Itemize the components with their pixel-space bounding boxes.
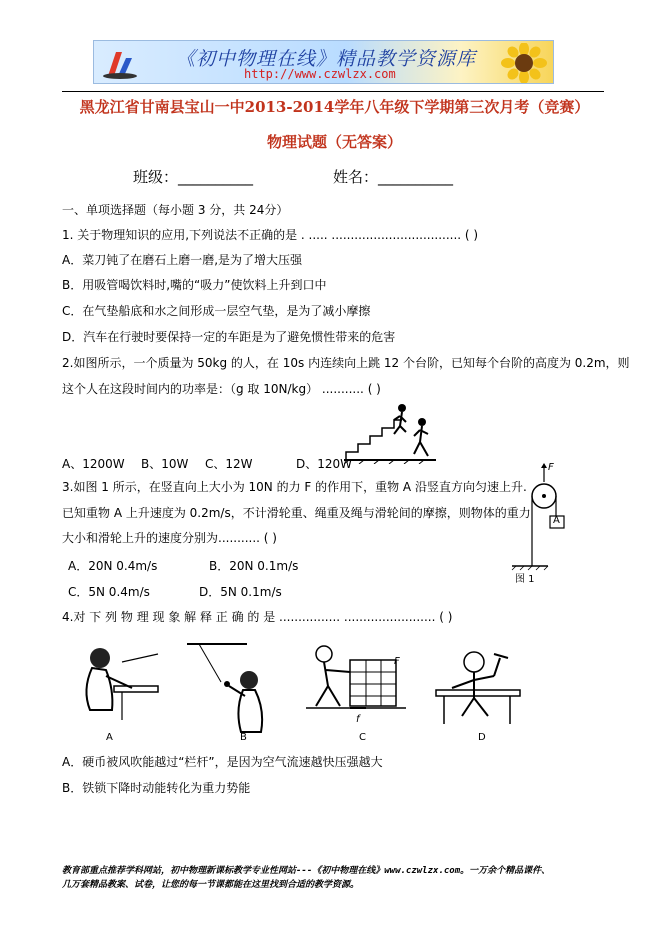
q3-stem-line1: 3.如图 1 所示，在竖直向上大小为 10N 的力 F 的作用下，重物 A 沿竖直方向匀速上升. — [62, 480, 527, 494]
q3-stem-line3: 大小和滑轮上升的速度分别为........... ( ) — [62, 531, 277, 545]
footer-line-2: 几万套精品教案、试卷，让您的每一节课都能在这里找到合适的教学资源。 — [62, 880, 360, 890]
q1-option-a: A．菜刀钝了在磨石上磨一磨,是为了增大压强 — [62, 253, 303, 267]
q4-pic-label-b: B — [240, 732, 247, 743]
q1-option-d: D．汽车在行驶时要保持一定的车距是为了避免惯性带来的危害 — [62, 330, 396, 344]
header-banner — [93, 40, 554, 84]
q3-figure-caption: 图 1 — [515, 574, 535, 585]
q2-option-d: D、120W — [296, 457, 353, 471]
site-logo-icon — [100, 46, 140, 80]
q4-pic-label-d: D — [478, 732, 486, 743]
q1-option-b: B．用吸管喝饮料时,嘴的“吸力”使饮料上升到口中 — [62, 278, 327, 292]
coin-blow-illustration-icon — [62, 640, 162, 736]
footer-line-1: 教育部重点推荐学科网站，初中物理新课标教学专业性网站---《初中物理在线》www.czwlzx.com。一万余个精品课件、 — [62, 866, 551, 876]
sunflower-icon — [501, 43, 547, 83]
q2-option-c: C、12W — [205, 457, 253, 471]
name-field: 姓名：__________ — [333, 168, 454, 186]
q2-stem-line1: 2.如图所示，一个质量为 50kg 的人，在 10s 内连续向上跳 12 个台阶，已知每个台阶的高度为 0.2m，则 — [62, 356, 630, 370]
q4-pic-label-a: A — [106, 732, 113, 743]
swinging-lock-illustration-icon — [187, 640, 287, 736]
header-rule — [62, 91, 604, 92]
stairs-figure-icon — [344, 402, 436, 464]
q1-option-c: C．在气垫船底和水之间形成一层空气垫，是为了减小摩擦 — [62, 304, 371, 318]
pulley-figure-icon — [508, 462, 576, 586]
page-footer — [62, 864, 607, 892]
q4-label-f-upper: F — [394, 656, 400, 667]
q2-stem-line2: 这个人在这段时间内的功率是：（g 取 10N/kg） ........... ( ) — [62, 382, 381, 396]
section-heading: 一、单项选择题（每小题 3 分，共 24分） — [62, 203, 289, 217]
q4-option-b: B．铁锁下降时动能转化为重力势能 — [62, 781, 251, 795]
q2-option-a: A、1200W — [62, 457, 125, 471]
q2-option-b: B、10W — [141, 457, 189, 471]
class-field: 班级：__________ — [133, 168, 254, 186]
q3-option-d: D．5N 0.1m/s — [199, 585, 282, 599]
q3-option-a: A．20N 0.4m/s — [68, 559, 158, 573]
q4-stem: 4.对 下 列 物 理 现 象 解 释 正 确 的 是 ................ ........................ ( ) — [62, 610, 453, 624]
q4-pic-label-c: C — [359, 732, 366, 743]
q3-label-a: A — [553, 515, 560, 526]
q3-label-f: F — [548, 462, 554, 473]
q3-option-c: C．5N 0.4m/s — [68, 585, 150, 599]
q4-label-f-lower: f — [356, 714, 360, 725]
banner-title: 《初中物理在线》精品教学资源库 — [176, 48, 477, 70]
exam-subtitle: 物理试题（无答案） — [266, 133, 402, 151]
hammer-nail-illustration-icon — [430, 640, 530, 736]
banner-url[interactable]: http://www.czwlzx.com — [244, 67, 396, 81]
q4-option-a: A．硬币被风吹能越过“栏杆”，是因为空气流速越快压强越大 — [62, 755, 383, 769]
q1-stem: 1. 关于物理知识的应用,下列说法不正确的是 . ..... .................................. ( ) — [62, 228, 479, 242]
exam-title: 黑龙江省甘南县宝山一中2013-2014学年八年级下学期第三次月考（竞赛） — [79, 98, 590, 116]
q3-stem-line2: 已知重物 A 上升速度为 0.2m/s，不计滑轮重、绳重及绳与滑轮间的摩擦，则物体的重力 — [62, 506, 531, 520]
q3-option-b: B．20N 0.1m/s — [209, 559, 299, 573]
